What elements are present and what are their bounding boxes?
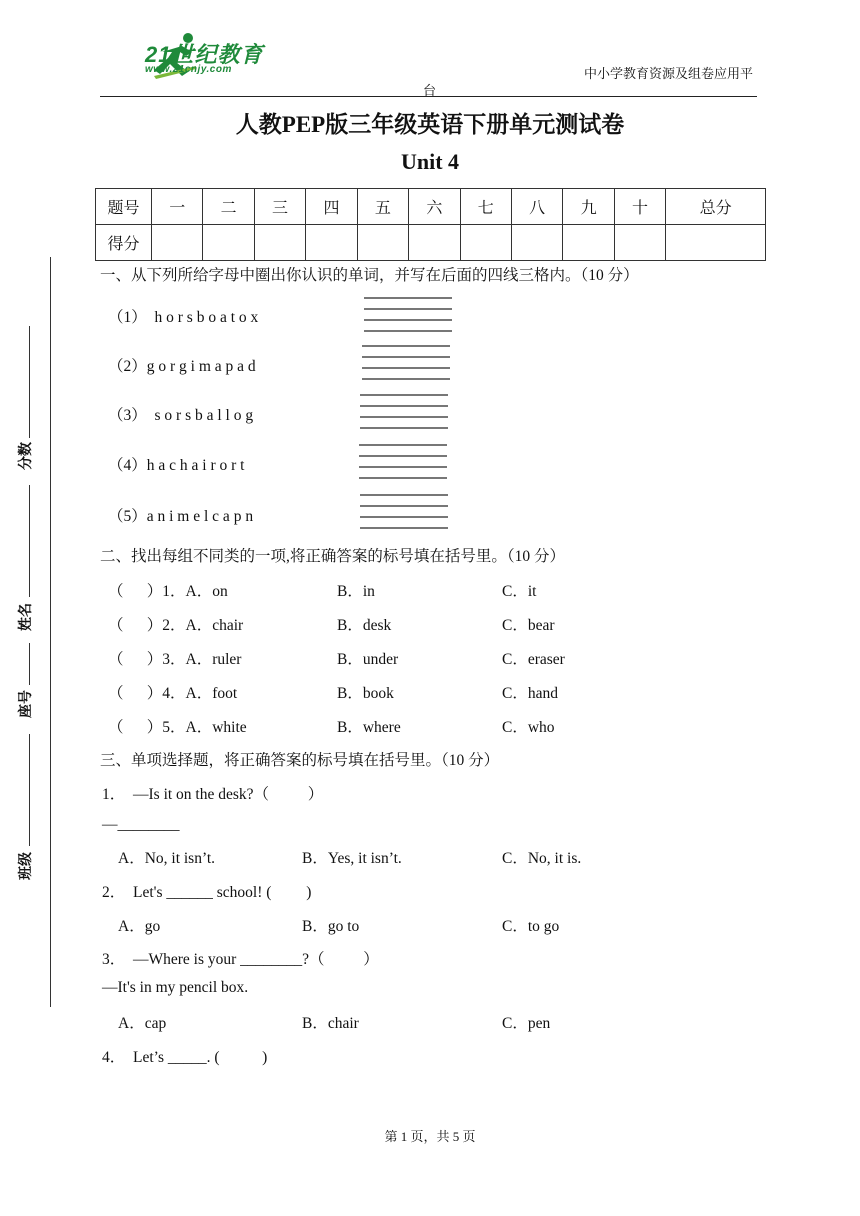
letter-puzzle-3: （3） s o r s b a l l o g: [108, 407, 254, 424]
score-cell: 八: [511, 189, 562, 225]
classify-option-c: C．hand: [502, 685, 558, 702]
score-cell: 十: [614, 189, 665, 225]
four-line-grid[interactable]: [362, 345, 450, 381]
side-label-seat: 座号: [17, 690, 33, 718]
binding-line: [50, 257, 51, 1007]
score-table: [95, 188, 766, 261]
seat-blank-line: [29, 643, 30, 685]
classify-option-c: C．bear: [502, 617, 555, 634]
score-blank-cell[interactable]: [357, 225, 408, 261]
score-cell-label: 题号: [96, 189, 152, 225]
classify-item-4: （ ）4．A．foot: [108, 685, 238, 702]
score-blank-cell[interactable]: [152, 225, 203, 261]
letter-puzzle-2: （2）g o r g i m a p a d: [108, 358, 256, 375]
four-line-grid[interactable]: [359, 444, 447, 480]
section1-heading: 一、从下列所给字母中圈出你认识的单词，并写在后面的四线三格内。（10 分）: [100, 267, 639, 284]
score-blank-cell[interactable]: [409, 225, 460, 261]
score-cell: 总分: [666, 189, 766, 225]
platform-text: 中小学教育资源及组卷应用平: [584, 66, 754, 81]
mc-option-b: B．chair: [302, 1015, 359, 1032]
score-table-header-row: [96, 189, 766, 225]
mc-option-b: B．Yes, it isn’t.: [302, 850, 402, 867]
mc-option-c: C．No, it is.: [502, 850, 582, 867]
score-blank-cell[interactable]: [460, 225, 511, 261]
score-blank-cell[interactable]: [254, 225, 305, 261]
classify-option-c: C．eraser: [502, 651, 565, 668]
classify-option-c: C．who: [502, 719, 555, 736]
side-label-class: 班级: [17, 852, 33, 880]
section2-heading: 二、找出每组不同类的一项,将正确答案的标号填在括号里。（10 分）: [100, 548, 566, 565]
page-subtitle: Unit 4: [400, 149, 460, 174]
logo-text: 21世纪教育: [145, 42, 264, 67]
page-title: 人教PEP版三年级英语下册单元测试卷: [235, 112, 625, 137]
score-blank-cell[interactable]: [203, 225, 254, 261]
score-table-score-row: [96, 225, 766, 261]
four-line-grid[interactable]: [364, 297, 452, 333]
mc-option-a: A．cap: [118, 1015, 167, 1032]
mc-question-1-answer-line: —________: [102, 816, 180, 833]
score-blank-cell[interactable]: [563, 225, 614, 261]
letter-puzzle-4: （4）h a c h a i r o r t: [108, 457, 245, 474]
letter-puzzle-5: （5）a n i m e l c a p n: [108, 508, 254, 525]
score-cell: 九: [563, 189, 614, 225]
mc-option-c: C．to go: [502, 918, 560, 935]
score-cell: 三: [254, 189, 305, 225]
score-cell: 二: [203, 189, 254, 225]
score-blank-cell[interactable]: [511, 225, 562, 261]
classify-option-b: B．book: [337, 685, 394, 702]
mc-question-3-answer-line: —It's in my pencil box.: [102, 979, 249, 996]
classify-option-b: B．under: [337, 651, 399, 668]
classify-item-3: （ ）3．A．ruler: [108, 651, 242, 668]
header-divider: [100, 96, 757, 97]
class-blank-line: [29, 734, 30, 846]
mc-question-1: 1． —Is it on the desk?（ ）: [102, 786, 324, 803]
classify-item-1: （ ）1．A．on: [108, 583, 228, 600]
classify-option-b: B．in: [337, 583, 375, 600]
mc-question-3: 3． —Where is your ________?（ ）: [102, 951, 379, 968]
name-blank-line: [29, 485, 30, 597]
score-cell: 六: [409, 189, 460, 225]
mc-question-4: 4． Let’s _____. ( ): [102, 1049, 268, 1066]
score-cell: 七: [460, 189, 511, 225]
page-footer: 第 1 页，共 5 页: [384, 1129, 476, 1144]
side-label-name: 姓名: [17, 603, 33, 631]
score-blank-cell[interactable]: [306, 225, 357, 261]
score-row-label: 得分: [96, 225, 152, 261]
classify-option-b: B．where: [337, 719, 401, 736]
logo-url: www.21cnjy.com: [145, 64, 232, 75]
score-blank-cell[interactable]: [614, 225, 665, 261]
side-label-score: 分数: [17, 442, 33, 470]
mc-option-a: A．No, it isn’t.: [118, 850, 216, 867]
classify-item-5: （ ）5．A．white: [108, 719, 247, 736]
score-cell: 四: [306, 189, 357, 225]
classify-option-c: C．it: [502, 583, 537, 600]
score-cell: 五: [357, 189, 408, 225]
section3-heading: 三、单项选择题，将正确答案的标号填在括号里。（10 分）: [100, 752, 500, 769]
score-blank-line: [29, 326, 30, 438]
platform-text-continued: 台: [423, 83, 437, 98]
classify-option-b: B．desk: [337, 617, 392, 634]
classify-item-2: （ ）2．A．chair: [108, 617, 244, 634]
mc-option-a: A．go: [118, 918, 161, 935]
score-cell: 一: [152, 189, 203, 225]
four-line-grid[interactable]: [360, 494, 448, 530]
four-line-grid[interactable]: [360, 394, 448, 430]
letter-puzzle-1: （1） h o r s b o a t o x: [108, 309, 259, 326]
mc-question-2: 2． Let's ______ school! ( ): [102, 884, 312, 901]
mc-option-c: C．pen: [502, 1015, 551, 1032]
mc-option-b: B．go to: [302, 918, 360, 935]
score-blank-cell[interactable]: [666, 225, 766, 261]
